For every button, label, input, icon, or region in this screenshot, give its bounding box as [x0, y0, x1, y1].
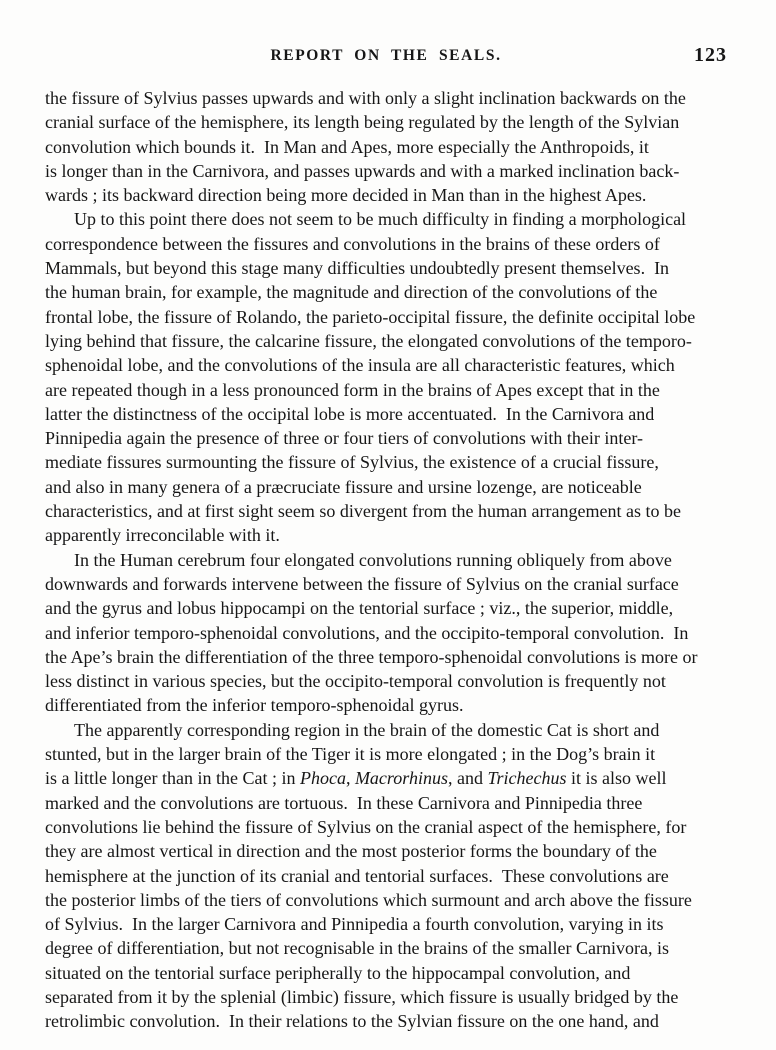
text-line: of Sylvius. In the larger Carnivora and Pinnipedia a fourth convolution, varying in its [45, 914, 664, 935]
running-head-title: REPORT ON THE SEALS. [270, 47, 502, 64]
species-name: Macrorhinus [354, 768, 448, 789]
text-segment: it is also well [566, 768, 667, 789]
text-line: downwards and forwards intervene between the fissure of Sylvius on the cranial surface [45, 573, 679, 594]
text-line: and the gyrus and lobus hippocampi on the tentorial surface ; viz., the superior, middle, [45, 598, 674, 619]
paragraph [45, 548, 727, 718]
text-line: differentiated from the inferior temporo-sphenoidal gyrus. [45, 695, 464, 716]
text-line: wards ; its backward direction being more decided in Man than in the highest Apes. [45, 185, 647, 206]
text-line: mediate fissures surmounting the fissure of Sylvius, the existence of a crucial fissure, [45, 452, 659, 473]
text-line: The apparently corresponding region in the brain of the domestic Cat is short and [74, 719, 660, 740]
text-line: convolutions lie behind the fissure of Sylvius on the cranial aspect of the hemisphere, for [45, 816, 687, 837]
text-line: Up to this point there does not seem to be much difficulty in finding a morphological [74, 209, 687, 230]
text-segment: , and [447, 768, 488, 789]
text-line: frontal lobe, the fissure of Rolando, the parieto-occipital fissure, the definite occipital lobe [45, 306, 696, 327]
running-head [45, 44, 727, 66]
text-line: the posterior limbs of the tiers of convolutions which surmount and arch above the fissure [45, 889, 692, 910]
text-line: less distinct in various species, but the occipito-temporal convolution is frequently not [45, 671, 666, 692]
text-line: they are almost vertical in direction and the most posterior forms the boundary of the [45, 841, 657, 862]
text-line: apparently irreconcilable with it. [45, 525, 280, 546]
text-line: the human brain, for example, the magnitude and direction of the convolutions of the [45, 282, 658, 303]
text-segment: is a little longer than in the Cat ; in [45, 768, 300, 789]
page-number: 123 [694, 44, 727, 66]
paragraph [45, 86, 727, 207]
text-line: characteristics, and at first sight seem so divergent from the human arrangement as to be [45, 501, 681, 522]
paragraph [45, 718, 727, 1034]
text-line: sphenoidal lobe, and the convolutions of the insula are all characteristic features, which [45, 355, 675, 376]
text-line: Pinnipedia again the presence of three or four tiers of convolutions with their inter- [45, 428, 643, 449]
text-segment: , [345, 768, 355, 789]
paragraph [45, 207, 727, 547]
text-line: correspondence between the fissures and convolutions in the brains of these orders of [45, 233, 660, 254]
text-line: the Ape’s brain the differentiation of the three temporo-sphenoidal convolutions is more or [45, 646, 698, 667]
text-line: situated on the tentorial surface peripherally to the hippocampal convolution, and [45, 962, 631, 983]
species-name: Trichechus [487, 768, 567, 789]
text-block [45, 86, 727, 1034]
text-line: lying behind that fissure, the calcarine fissure, the elongated convolutions of the temporo- [45, 330, 692, 351]
text-line: In the Human cerebrum four elongated convolutions running obliquely from above [74, 549, 672, 570]
text-line [45, 766, 727, 790]
text-line: is longer than in the Carnivora, and passes upwards and with a marked inclination back- [45, 160, 680, 181]
species-name: Phoca [299, 768, 346, 789]
text-line: hemisphere at the junction of its cranial and tentorial surfaces. These convolutions are [45, 865, 669, 886]
text-line: retrolimbic convolution. In their relations to the Sylvian fissure on the one hand, and [45, 1011, 659, 1032]
text-line: degree of differentiation, but not recognisable in the brains of the smaller Carnivora, is [45, 938, 669, 959]
text-line: separated from it by the splenial (limbic) fissure, which fissure is usually bridged by the [45, 986, 679, 1007]
text-line: latter the distinctness of the occipital lobe is more accentuated. In the Carnivora and [45, 403, 655, 424]
text-line: stunted, but in the larger brain of the Tiger it is more elongated ; in the Dog’s brain it [45, 744, 656, 765]
text-line: the fissure of Sylvius passes upwards and with only a slight inclination backwards on the [45, 88, 686, 108]
text-line: cranial surface of the hemisphere, its length being regulated by the length of the Sylvian [45, 112, 680, 133]
text-line: are repeated though in a less pronounced form in the brains of Apes except that in the [45, 379, 660, 400]
text-line: convolution which bounds it. In Man and Apes, more especially the Anthropoids, it [45, 136, 649, 157]
text-line: marked and the convolutions are tortuous. In these Carnivora and Pinnipedia three [45, 792, 643, 813]
text-line: and inferior temporo-sphenoidal convolutions, and the occipito-temporal convolution. In [45, 622, 689, 643]
text-line: and also in many genera of a præcruciate fissure and ursine lozenge, are noticeable [45, 476, 642, 497]
text-line: Mammals, but beyond this stage many difficulties undoubtedly present themselves. In [45, 258, 670, 279]
